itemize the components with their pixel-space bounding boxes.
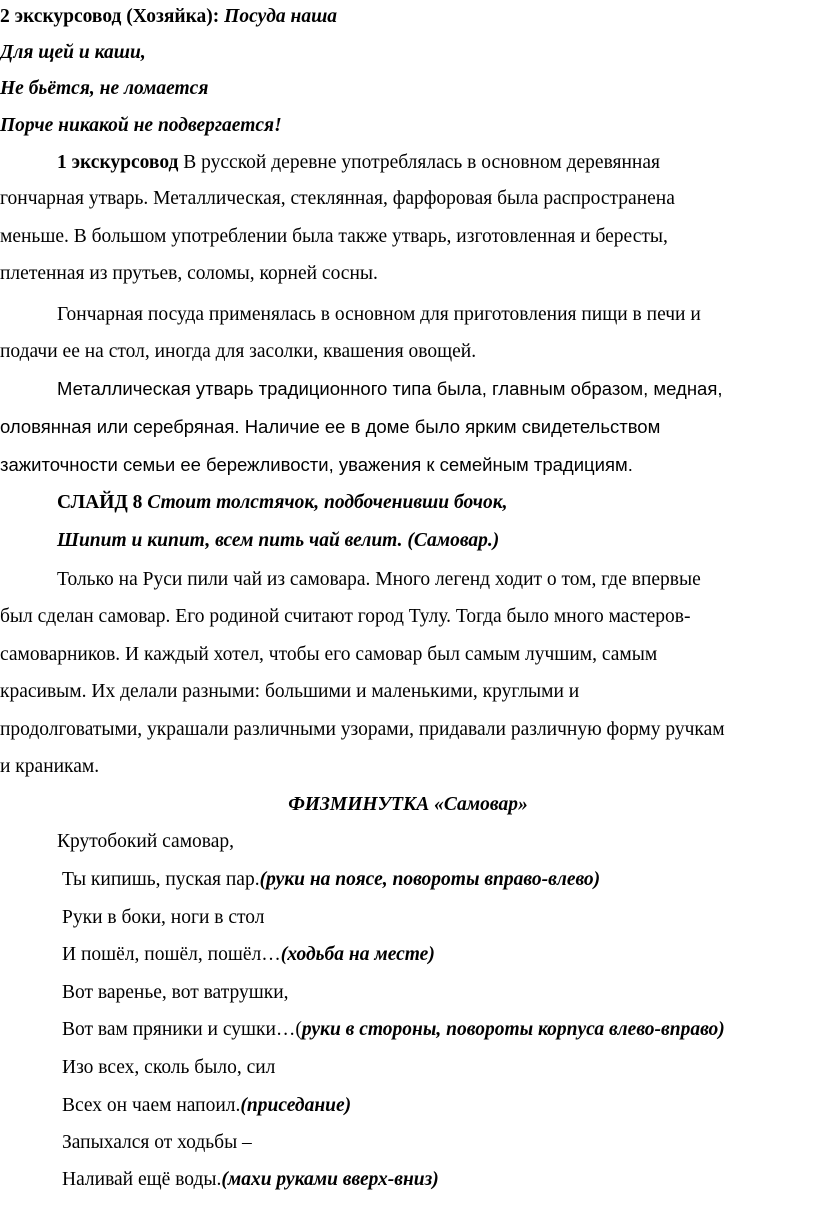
intro-verse-3: Не бьётся, не ломается xyxy=(0,78,209,99)
intro-speaker: 2 экскурсовод (Хозяйка): xyxy=(0,6,220,27)
verse-line xyxy=(62,1018,725,1042)
verse-note: руки в стороны, повороты корпуса влево-вправо) xyxy=(301,1019,725,1040)
para1-line-2: гончарная утварь. Металлическая, стеклянная, фарфоровая была распространена xyxy=(0,188,675,209)
verse-line xyxy=(62,943,435,967)
verse-text: Вот варенье, вот ватрушки, xyxy=(62,982,289,1003)
para4-line-2: был сделан самовар. Его родиной считают город Тулу. Тогда было много мастеров- xyxy=(0,606,691,627)
para3-line-2: оловянная или серебряная. Наличие ее в доме было ярким свидетельством xyxy=(0,416,661,437)
verse-text: Наливай ещё воды. xyxy=(62,1169,222,1190)
verse-text: Всех он чаем напоил. xyxy=(62,1095,241,1116)
verse-line xyxy=(62,1168,439,1192)
para1-speaker: 1 экскурсовод xyxy=(57,152,179,173)
verse-text: Запыхался от ходьбы – xyxy=(62,1132,252,1153)
verse-note: (махи руками вверх-вниз) xyxy=(221,1169,439,1190)
para1-text-1: В русской деревне употреблялась в основном деревянная xyxy=(178,152,660,173)
verse-line xyxy=(62,906,265,930)
slide8-riddle-2: Шипит и кипит, всем пить чай велит. (Самовар.) xyxy=(57,530,500,551)
para1-line-3: меньше. В большом употреблении была также утварь, изготовленная и бересты, xyxy=(0,226,668,247)
verse-text: Ты кипишь, пуская пар. xyxy=(62,869,260,890)
para4-line-5: продолговатыми, украшали различными узорами, придавали различную форму ручкам xyxy=(0,719,725,740)
para4-line-4: красивым. Их делали разными: большими и маленькими, круглыми и xyxy=(0,681,580,702)
slide8-label: СЛАЙД 8 xyxy=(57,492,143,513)
verse-note: (ходьба на месте) xyxy=(280,944,435,965)
para4-line-6: и краникам. xyxy=(0,756,100,777)
verse-line xyxy=(62,868,600,892)
para2-line-1: Гончарная посуда применялась в основном для приготовления пищи в печи и xyxy=(57,304,701,325)
slide8-line-1 xyxy=(57,491,507,515)
para4-line-1: Только на Руси пили чай из самовара. Много легенд ходит о том, где впервые xyxy=(57,569,701,590)
verse-text: Изо всех, сколь было, сил xyxy=(62,1057,276,1078)
verse-line xyxy=(62,1131,252,1155)
fizminutka-title: ФИЗМИНУТКА «Самовар» xyxy=(288,794,528,815)
verse-note: (приседание) xyxy=(240,1095,352,1116)
para4-line-3: самоварников. И каждый хотел, чтобы его самовар был самым лучшим, самым xyxy=(0,644,658,665)
verse-line xyxy=(62,1094,351,1118)
intro-verse-2: Для щей и каши, xyxy=(0,42,146,63)
intro-verse-4: Порче никакой не подвергается! xyxy=(0,115,282,136)
slide8-riddle-1: Стоит толстячок, подбоченивши бочок, xyxy=(142,492,508,513)
verse-text: И пошёл, пошёл, пошёл… xyxy=(62,944,281,965)
para1-line-1 xyxy=(57,151,660,175)
verse-text: Вот вам пряники и сушки…( xyxy=(62,1019,302,1040)
para2-line-2: подачи ее на стол, иногда для засолки, квашения овощей. xyxy=(0,341,477,362)
verse-line xyxy=(57,830,234,854)
verse-text: Крутобокий самовар, xyxy=(57,831,235,852)
intro-line-1 xyxy=(0,5,337,29)
verse-note: (руки на поясе, повороты вправо-влево) xyxy=(259,869,601,890)
para3-line-1: Металлическая утварь традиционного типа была, главным образом, медная, xyxy=(57,378,723,399)
verse-line xyxy=(62,981,289,1005)
para3-line-3: зажиточности семьи ее бережливости, уважения к семейным традициям. xyxy=(0,454,633,475)
intro-verse-1: Посуда наша xyxy=(224,6,338,27)
verse-text: Руки в боки, ноги в стол xyxy=(62,907,265,928)
verse-line xyxy=(62,1056,275,1080)
para1-line-4: плетенная из прутьев, соломы, корней сосны. xyxy=(0,263,378,284)
